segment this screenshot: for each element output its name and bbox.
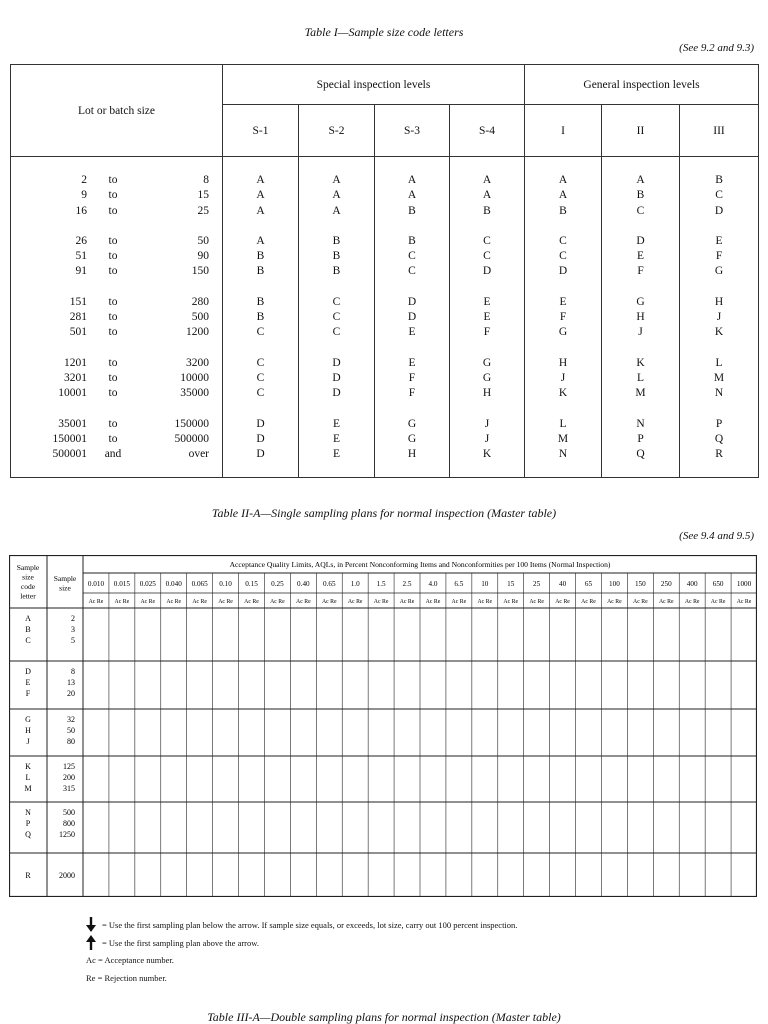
- code-letter: C: [256, 371, 265, 384]
- lot-size-header: Lot or batch size: [11, 65, 223, 157]
- code-letter: C: [483, 250, 491, 263]
- lot-size-range: 1201 to 3200: [64, 356, 209, 369]
- level-header-s-4: S-4: [450, 105, 525, 157]
- code-letter: C: [25, 636, 31, 645]
- code-letter: F: [559, 311, 567, 324]
- code-letter: L: [559, 417, 567, 430]
- code-letter: Q: [714, 432, 724, 445]
- code-letter: B: [332, 234, 341, 247]
- ac-re-label: Ac Re: [244, 599, 259, 605]
- sample-size: 80: [67, 737, 75, 746]
- code-letter: A: [407, 189, 417, 202]
- code-letter: C: [256, 356, 265, 369]
- sample-size: 2000: [59, 871, 75, 880]
- ac-re-label: Ac Re: [477, 599, 493, 605]
- code-letter: B: [715, 174, 723, 186]
- code-letter: G: [558, 326, 568, 339]
- lot-size-range: 9 to 15: [81, 189, 209, 202]
- level-header-iii: III: [680, 105, 759, 157]
- code-letter: E: [332, 448, 341, 461]
- code-letter: C: [332, 326, 341, 339]
- ac-re-label: Ac Re: [633, 599, 648, 605]
- code-letter: D: [256, 448, 265, 461]
- code-letter: C: [332, 311, 341, 324]
- code-letter: F: [408, 371, 416, 384]
- code-letter: B: [332, 250, 341, 263]
- aql-value: 25: [533, 580, 541, 588]
- lot-size-range: 26 to 50: [75, 234, 209, 247]
- code-letter: N: [636, 417, 645, 430]
- code-letter: K: [714, 326, 724, 339]
- sample-size: 200: [63, 773, 75, 782]
- lot-size-range: 16 to 25: [75, 204, 209, 217]
- code-letter-header: size: [22, 572, 34, 582]
- aql-value: 0.40: [297, 580, 310, 588]
- code-letter: H: [407, 448, 417, 461]
- code-letter: C: [408, 250, 416, 263]
- level-header-s-3: S-3: [375, 105, 450, 157]
- code-letter: G: [636, 295, 645, 308]
- code-letter: G: [714, 265, 724, 278]
- code-letter: B: [636, 189, 645, 202]
- code-letter: C: [483, 234, 491, 247]
- aql-value: 1.0: [350, 580, 360, 588]
- table3a-caption: Table III-A—Double sampling plans for normal inspection (Master table): [207, 1010, 561, 1024]
- code-letter: P: [25, 819, 31, 828]
- code-letter: B: [256, 265, 265, 278]
- code-letter: K: [25, 762, 31, 771]
- sample-size: 125: [63, 762, 75, 771]
- code-letter: E: [559, 295, 567, 308]
- aql-value: 10: [481, 580, 489, 588]
- code-letter: B: [408, 234, 416, 247]
- level-header-s-2: S-2: [299, 105, 375, 157]
- code-letter: G: [407, 432, 417, 445]
- sample-size: 5: [71, 636, 75, 645]
- code-letter: D: [558, 265, 568, 278]
- aql-value: 1000: [736, 580, 752, 588]
- sample-size-code-letters-table: [10, 64, 759, 478]
- code-letter: G: [482, 356, 492, 369]
- code-letter: M: [557, 432, 569, 445]
- code-letter: E: [715, 234, 723, 247]
- code-letter: H: [636, 311, 645, 324]
- code-letter: A: [558, 174, 568, 186]
- ac-re-label: Ac Re: [218, 599, 233, 605]
- aql-value: 2.5: [402, 580, 412, 588]
- code-letter: G: [482, 371, 492, 384]
- aql-value: 0.010: [87, 580, 105, 588]
- lot-size-range: 3201 to 10000: [64, 371, 209, 384]
- aql-value: 15: [507, 580, 515, 588]
- code-letter: E: [483, 311, 491, 324]
- lot-size-range: 91 to 150: [75, 265, 209, 278]
- code-letter: D: [332, 387, 341, 400]
- legend-acceptance: Ac = Acceptance number.: [86, 955, 174, 965]
- code-letter: P: [637, 432, 644, 445]
- ac-re-label: Ac Re: [296, 599, 311, 605]
- code-letter: B: [25, 625, 31, 634]
- ac-re-label: Ac Re: [399, 599, 415, 605]
- code-letter: N: [714, 387, 724, 400]
- aql-value: 0.025: [139, 580, 156, 588]
- single-sampling-master-table: [9, 555, 757, 897]
- ac-re-label: Ac Re: [736, 599, 752, 605]
- code-letter: K: [482, 448, 492, 461]
- sample-size: 500: [63, 808, 75, 817]
- code-letter: A: [332, 204, 341, 217]
- code-letter: Q: [636, 448, 645, 461]
- code-letter: F: [25, 689, 31, 698]
- lot-size-range: 2 to 8: [81, 174, 209, 186]
- code-letter-column-s-1: [223, 157, 299, 478]
- code-letter: F: [408, 387, 416, 400]
- legend-up-arrow: = Use the first sampling plan above the arrow.: [102, 938, 259, 948]
- code-letter: E: [332, 432, 341, 445]
- ac-re-label: Ac Re: [347, 599, 363, 605]
- code-letter-column-ii: [602, 157, 680, 478]
- code-letter: F: [715, 250, 723, 263]
- sample-size: 20: [67, 689, 75, 698]
- ac-re-label: Ac Re: [555, 599, 570, 605]
- ac-re-label: Ac Re: [270, 599, 285, 605]
- table2a-caption: Table II-A—Single sampling plans for normal inspection (Master table): [211, 506, 557, 520]
- code-letter: F: [483, 326, 491, 339]
- code-letter: D: [482, 265, 492, 278]
- code-letter: H: [482, 387, 492, 400]
- code-letter: L: [637, 371, 645, 384]
- code-letter: M: [713, 371, 725, 384]
- aql-value: 0.65: [322, 580, 336, 588]
- code-letter: A: [482, 174, 492, 186]
- code-letter: D: [407, 311, 417, 324]
- code-letter: A: [407, 174, 417, 186]
- code-letter: A: [256, 189, 265, 202]
- code-letter: B: [256, 250, 265, 263]
- code-letter: J: [638, 326, 643, 339]
- aql-value: 1.5: [376, 580, 386, 588]
- ac-re-label: Ac Re: [88, 599, 104, 605]
- aql-value: 0.15: [245, 580, 258, 588]
- code-letter: D: [332, 371, 341, 384]
- legend-rejection: Re = Rejection number.: [86, 973, 167, 983]
- code-letter: B: [483, 204, 491, 217]
- lot-size-range: 281 to 500: [69, 311, 209, 324]
- code-letter: A: [256, 204, 265, 217]
- ac-re-label: Ac Re: [373, 599, 389, 605]
- code-letter-column-iii: [680, 157, 759, 478]
- code-letter: A: [256, 174, 265, 186]
- lot-size-range: 501 to 1200: [69, 326, 209, 339]
- aql-value: 0.10: [219, 580, 232, 588]
- sample-size: 1250: [59, 830, 75, 839]
- code-letter: C: [256, 326, 265, 339]
- lot-size-range: 150001 to 500000: [52, 432, 209, 445]
- arrow-up-icon: [86, 935, 96, 951]
- code-letter: G: [407, 417, 417, 430]
- code-letter: Q: [25, 830, 31, 839]
- code-letter: M: [24, 784, 32, 793]
- aql-value: 250: [660, 580, 672, 588]
- level-header-s-1: S-1: [223, 105, 299, 157]
- ac-re-label: Ac Re: [710, 599, 726, 605]
- code-letter: B: [256, 295, 265, 308]
- sample-size: 50: [67, 726, 75, 735]
- code-letter: L: [25, 773, 31, 782]
- table2a-see-reference: (See 9.4 and 9.5): [679, 530, 754, 542]
- code-letter: E: [25, 678, 31, 687]
- general-levels-header: General inspection levels: [525, 65, 759, 105]
- code-letter-header: code: [20, 582, 36, 591]
- code-letter: A: [558, 189, 568, 202]
- code-letter: B: [408, 204, 416, 217]
- code-letter: R: [715, 448, 723, 461]
- lot-size-range: 51 to 90: [75, 250, 209, 263]
- code-letter: C: [559, 250, 567, 263]
- ac-re-label: Ac Re: [581, 599, 596, 605]
- code-letter: B: [332, 265, 341, 278]
- table1-see-reference: (See 9.2 and 9.3): [679, 42, 754, 54]
- sample-size: 13: [67, 678, 75, 687]
- aql-value: 150: [634, 580, 646, 588]
- code-letter: R: [25, 871, 31, 880]
- aql-value: 0.065: [191, 580, 208, 588]
- code-letter: C: [408, 265, 416, 278]
- lot-size-column: [11, 157, 223, 478]
- code-letter: C: [715, 189, 723, 202]
- ac-re-label: Ac Re: [321, 599, 337, 605]
- code-letter: N: [558, 448, 568, 461]
- code-letter: J: [484, 432, 490, 445]
- level-header-i: I: [525, 105, 602, 157]
- code-letter: D: [636, 234, 645, 247]
- ac-re-label: Ac Re: [684, 599, 700, 605]
- code-letter: E: [408, 356, 416, 369]
- code-letter: D: [714, 204, 724, 217]
- code-letter: N: [25, 808, 31, 817]
- code-letter: G: [25, 715, 31, 724]
- table1-caption: Table I—Sample size code letters: [304, 25, 464, 39]
- sample-size: 315: [63, 784, 75, 793]
- code-letter: C: [636, 204, 645, 217]
- ac-re-label: Ac Re: [607, 599, 622, 605]
- aql-value: 6.5: [454, 580, 464, 588]
- code-letter: J: [560, 371, 566, 384]
- code-letter: A: [482, 189, 492, 202]
- sample-size: 32: [67, 715, 75, 724]
- aql-value: 65: [584, 580, 593, 588]
- ac-re-label: Ac Re: [503, 599, 519, 605]
- code-letter: F: [637, 265, 644, 278]
- code-letter: L: [715, 356, 723, 369]
- code-letter-column-s-4: [450, 157, 525, 478]
- ac-re-label: Ac Re: [425, 599, 441, 605]
- code-letter: D: [25, 667, 31, 676]
- code-letter: B: [559, 204, 567, 217]
- code-letter: H: [714, 295, 724, 308]
- level-header-ii: II: [602, 105, 680, 157]
- code-letter: C: [332, 295, 341, 308]
- code-letter: E: [408, 326, 416, 339]
- code-letter: M: [635, 387, 646, 400]
- sample-size: 2: [71, 614, 75, 623]
- aql-value: 100: [609, 580, 620, 588]
- code-letter: K: [558, 387, 568, 400]
- ac-re-label: Ac Re: [140, 599, 156, 605]
- code-letter: D: [256, 417, 265, 430]
- ac-re-label: Ac Re: [192, 599, 207, 605]
- lot-size-range: 10001 to 35000: [58, 387, 209, 400]
- code-letter: A: [256, 234, 265, 247]
- code-letter-header: Sample: [16, 563, 40, 572]
- sample-size: 8: [71, 667, 75, 676]
- code-letter: P: [715, 417, 723, 430]
- aql-value: 400: [686, 580, 698, 588]
- lot-size-range: 35001 to 150000: [58, 417, 209, 430]
- sample-size: 800: [63, 819, 75, 828]
- aql-value: 0.25: [271, 580, 284, 588]
- code-letter: J: [716, 311, 722, 324]
- code-letter: E: [332, 417, 341, 430]
- code-letter: E: [637, 250, 645, 263]
- code-letter: H: [558, 356, 568, 369]
- lot-size-range: 500001 and over: [52, 448, 209, 461]
- code-letter: A: [332, 174, 341, 186]
- code-letter-column-s-2: [299, 157, 375, 478]
- ac-re-label: Ac Re: [529, 599, 544, 605]
- legend-down-arrow: = Use the first sampling plan below the arrow. If sample size equals, or exceeds, lot size, carry out 100 percent inspection.: [102, 920, 518, 930]
- aql-value: 0.040: [165, 580, 182, 588]
- code-letter: A: [636, 174, 645, 186]
- code-letter-header: letter: [20, 591, 36, 601]
- code-letter: K: [636, 356, 645, 369]
- aql-value: 4.0: [428, 580, 438, 588]
- code-letter: J: [26, 737, 30, 746]
- ac-re-label: Ac Re: [166, 599, 182, 605]
- aql-value: 0.015: [113, 580, 130, 588]
- code-letter: H: [25, 726, 31, 735]
- code-letter: A: [25, 614, 31, 623]
- code-letter: D: [256, 432, 265, 445]
- code-letter: C: [559, 234, 567, 247]
- code-letter-column-s-3: [375, 157, 450, 478]
- aql-value: 40: [558, 580, 567, 588]
- table-frame: [10, 556, 757, 897]
- ac-re-label: Ac Re: [114, 599, 130, 605]
- ac-re-label: Ac Re: [658, 599, 674, 605]
- code-letter: A: [332, 189, 341, 202]
- special-levels-header: Special inspection levels: [223, 65, 525, 105]
- code-letter: B: [256, 311, 265, 324]
- aql-value: 650: [712, 580, 724, 588]
- arrow-down-icon: [86, 917, 96, 933]
- lot-size-range: 151 to 280: [69, 295, 209, 308]
- code-letter: E: [483, 295, 491, 308]
- aql-header: Acceptance Quality Limits, AQLs, in Percent Nonconforming Items and Nonconformities per 100 Items (Normal Inspection): [229, 560, 611, 569]
- sample-size-header: size: [59, 583, 71, 593]
- code-letter-column-i: [525, 157, 602, 478]
- sample-size: 3: [71, 625, 75, 634]
- code-letter: D: [332, 356, 341, 369]
- ac-re-label: Ac Re: [451, 599, 467, 605]
- sample-size-header: Sample: [53, 574, 77, 583]
- code-letter: J: [484, 417, 490, 430]
- code-letter: C: [256, 387, 265, 400]
- code-letter: D: [407, 295, 417, 308]
